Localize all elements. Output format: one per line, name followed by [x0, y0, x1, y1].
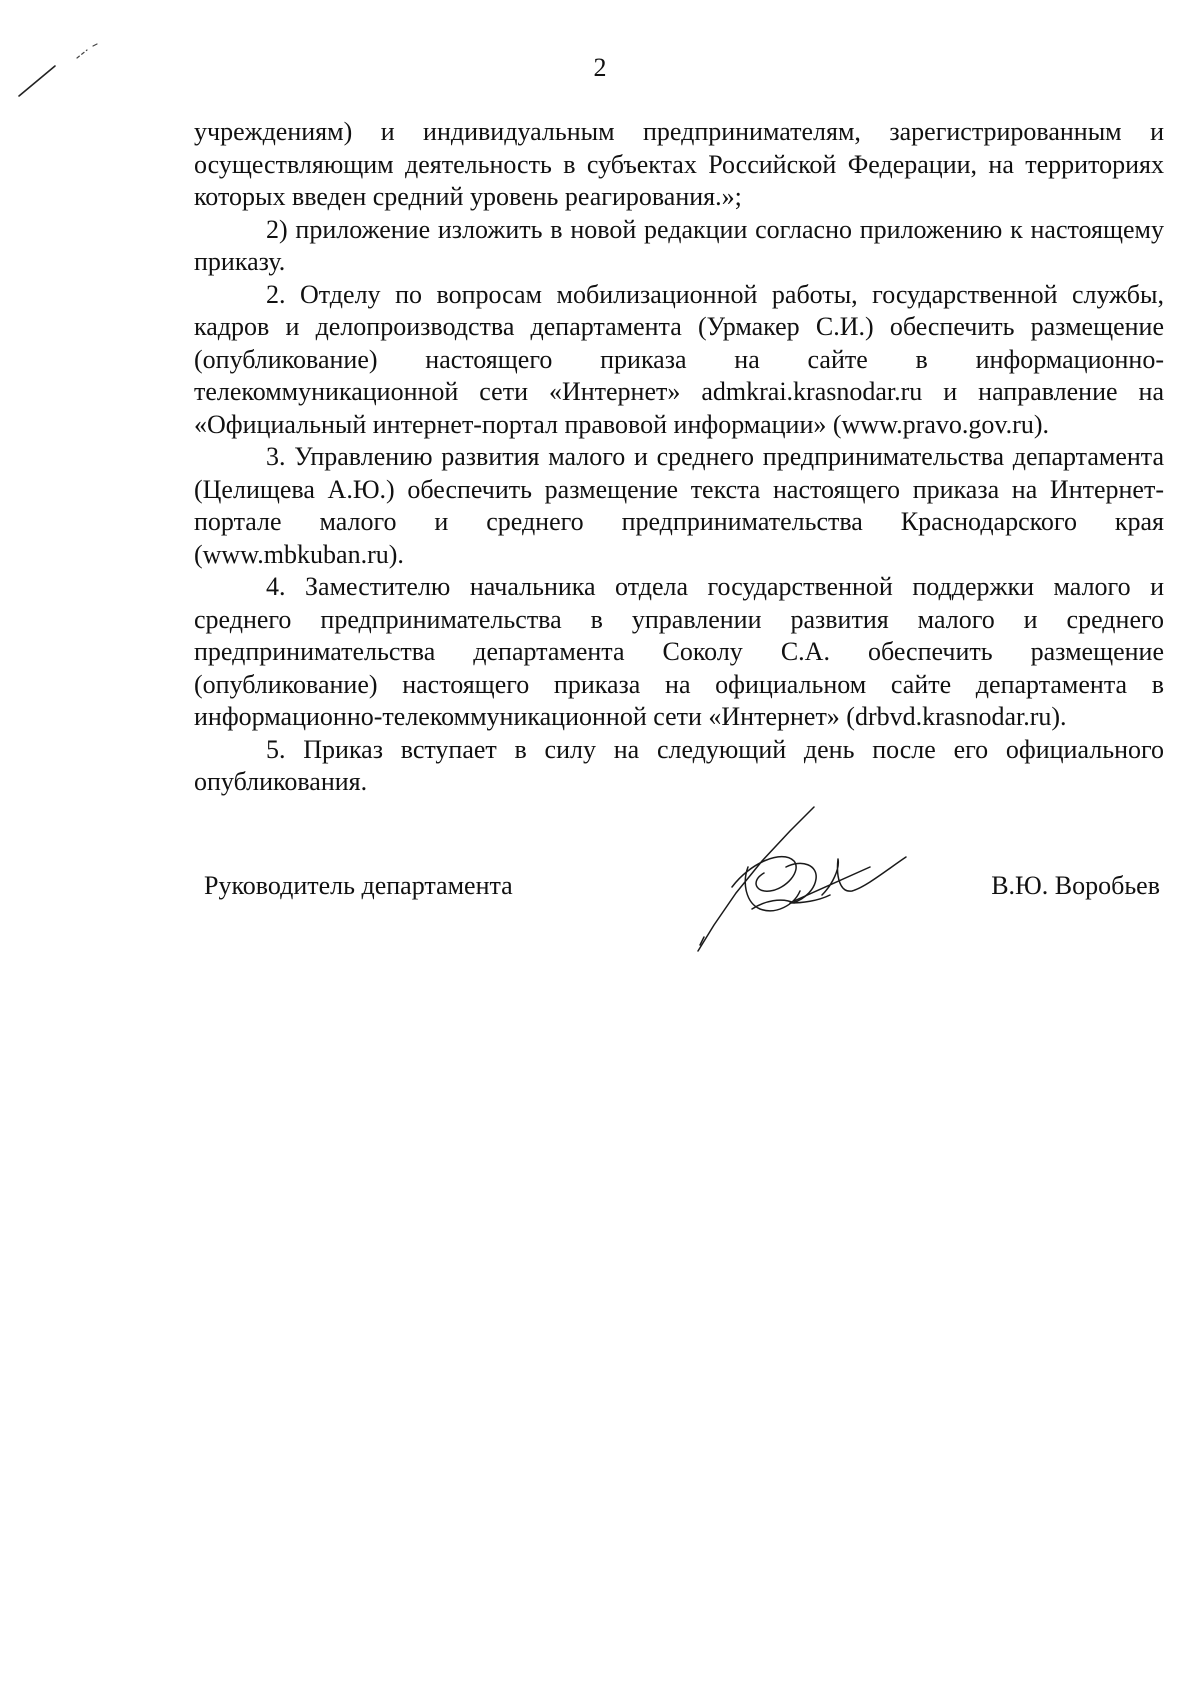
paragraph-item-2-sub: 2) приложение изложить в новой редакции согласно приложению к настоящему приказу. — [194, 214, 1164, 276]
paragraph-item-2: 2. Отделу по вопросам мобилизационной работы, государственной службы, кадров и делопроизводства департамента (Урмакер С.И.) обеспечить размещение (опубликование) настоящего приказа на сайте в информационно-телекоммуникационной сети «Интернет» admkrai.krasnodar.ru и направление на «Официальный интернет-портал правовой информации» (www.pravo.gov.ru). — [194, 279, 1164, 439]
paragraph-item-4: 4. Заместителю начальника отдела государственной поддержки малого и среднего предпринимательства в управлении развития малого и среднего предпринимательства департамента Соколу С.А. обеспечить размещение (опубликование) настоящего приказа на официальном сайте департамента в информационно-телекоммуникационной сети «Интернет» (drbvd.krasnodar.ru). — [194, 572, 1164, 731]
paragraph-continuation: учреждениям) и индивидуальным предпринимателям, зарегистрированным и осуществляющим деятельность в субъектах Российской Федерации, на территориях которых введен средний уровень реагирования.»; — [194, 117, 1164, 211]
signatory-title: Руководитель департамента — [204, 871, 513, 900]
paragraph-item-5: 5. Приказ вступает в силу на следующий день после его официального опубликования. — [194, 734, 1164, 796]
document-body — [194, 116, 1164, 799]
signature-block — [0, 870, 1200, 910]
paragraph-item-3: 3. Управлению развития малого и среднего предпринимательства департамента (Целищева А.Ю.) обеспечить размещение текста настоящего приказа на Интернет-портале малого и среднего предпринимательства Краснодарского края (www.mbkuban.ru). — [194, 442, 1164, 569]
handwritten-signature — [690, 805, 910, 955]
page-number: 2 — [593, 53, 607, 82]
signatory-name: В.Ю. Воробьев — [991, 871, 1160, 900]
